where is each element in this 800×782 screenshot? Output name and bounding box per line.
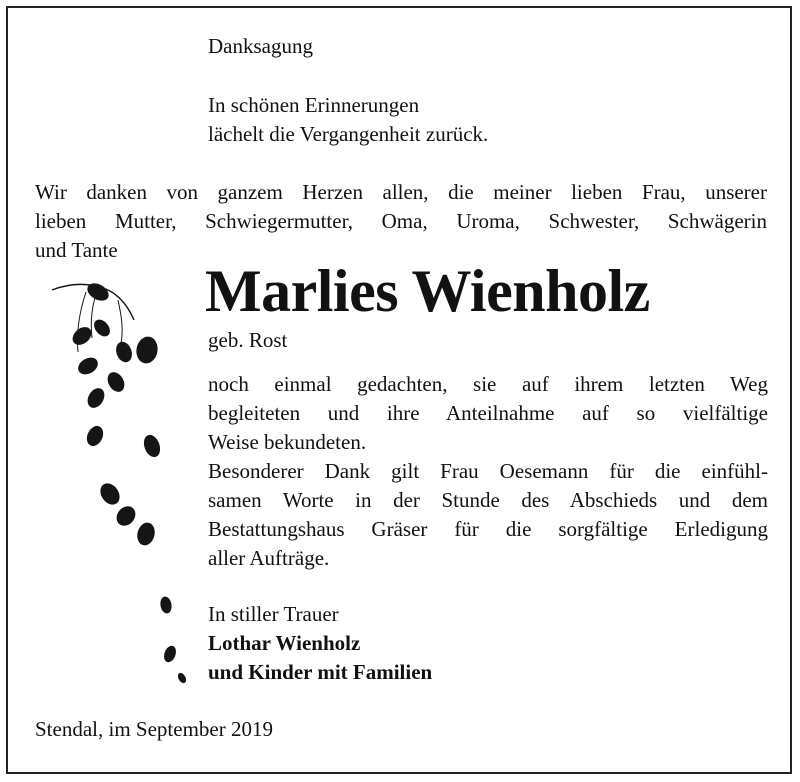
thanks-line-4: aller Aufträge. [208,546,330,570]
thanks-line-3: Bestattungshaus Gräser für die sorgfältige Erledigung [208,517,768,541]
intro-line-2: lieben Mutter, Schwiegermutter, Oma, Uroma, Schwester, Schwägerin [35,209,767,233]
intro-line-1: Wir danken von ganzem Herzen allen, die meiner lieben Frau, unserer [35,180,767,204]
notice-heading: Danksagung [208,34,313,58]
body-line-1: noch einmal gedachten, sie auf ihrem letzten Weg [208,372,768,396]
place-date: Stendal, im September 2019 [35,717,273,741]
deceased-name: Marlies Wienholz [205,258,650,324]
mourning-line: In stiller Trauer [208,602,339,626]
body-line-3: Weise bekundeten. [208,430,367,454]
quote-line-2: lächelt die Vergangenheit zurück. [208,122,489,146]
body-line-2: begleiteten und ihre Anteilnahme auf so vielfältige [208,401,768,425]
thanks-line-1: Besonderer Dank gilt Frau Oesemann für die einfühl- [208,459,768,483]
intro-line-3: und Tante [35,238,118,262]
signer-name: Lothar Wienholz [208,631,361,655]
quote-line-1: In schönen Erinnerungen [208,93,420,117]
signer-family: und Kinder mit Familien [208,660,433,684]
thanks-line-2: samen Worte in der Stunde des Abschieds und dem [208,488,768,512]
maiden-name: geb. Rost [208,328,288,352]
